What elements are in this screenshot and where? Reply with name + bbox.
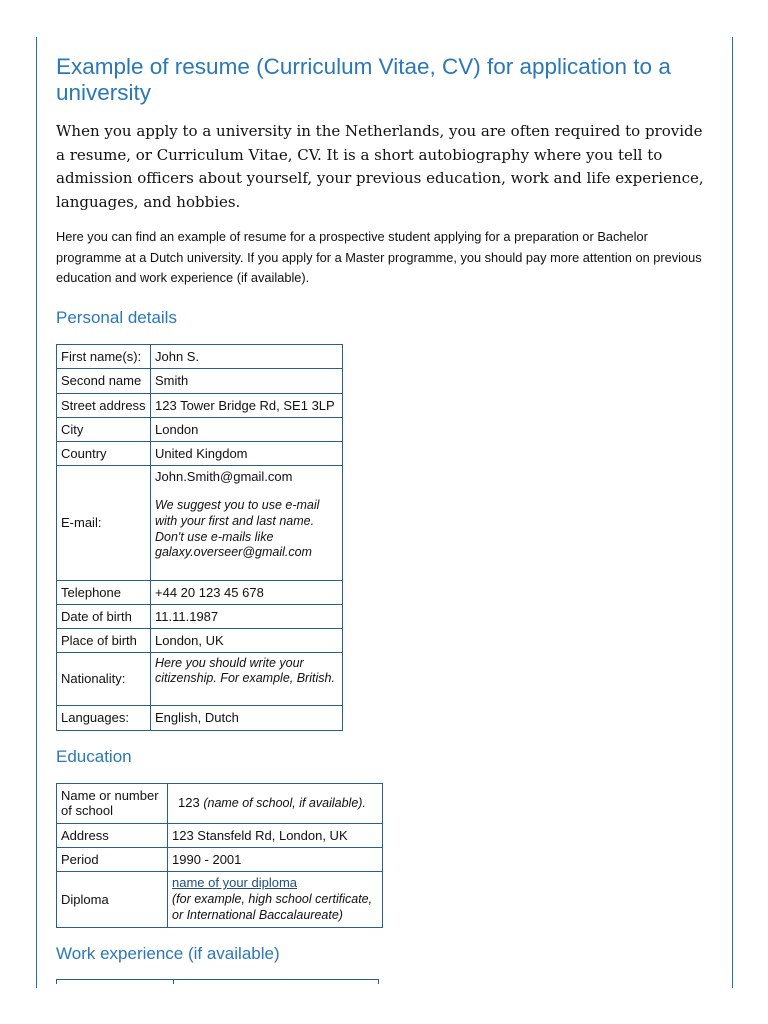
email-cell [151, 465, 343, 580]
article [56, 54, 706, 984]
street-address-value: 123 Tower Bridge Rd, SE1 3LP [151, 393, 343, 417]
telephone-label: Telephone [57, 580, 151, 604]
email-note: We suggest you to use e-mail with your first and last name. Don't use e-mails like galaxy.overseer@gmail.com [155, 498, 320, 560]
school-number: 123 [178, 795, 200, 811]
table-row [57, 604, 343, 628]
country-label: Country [57, 441, 151, 465]
table-row [57, 441, 343, 465]
school-address-value: 123 Stansfeld Rd, London, UK [168, 823, 383, 847]
languages-label: Languages: [57, 705, 151, 730]
diploma-note: (for example, high school certificate, or International Baccalaureate) [172, 891, 373, 923]
right-border-line [732, 37, 733, 988]
table-row [57, 871, 383, 927]
personal-details-heading: Personal details [56, 307, 177, 327]
first-name-label: First name(s): [57, 344, 151, 368]
table-row [57, 465, 343, 580]
second-name-label: Second name [57, 368, 151, 393]
email-label: E-mail: [57, 465, 151, 580]
table-row [57, 823, 383, 847]
table-row [57, 847, 383, 871]
period-label: Period [57, 847, 168, 871]
date-of-birth-value: 11.11.1987 [151, 604, 343, 628]
work-experience-table [56, 979, 379, 984]
second-name-value: Smith [151, 368, 343, 393]
work-experience-heading: Work experience (if available) [56, 943, 280, 963]
lead-paragraph: When you apply to a university in the Netherlands, you are often required to provide a resume, or Curriculum Vitae, CV. It is a short autobiography where you tell to admission officers about yourself, your previous education, work and life experience, languages, and hobbies. [56, 122, 704, 211]
personal-details-table [56, 344, 343, 731]
email-value: John.Smith@gmail.com [155, 468, 293, 484]
table-column-divider [173, 980, 174, 984]
nationality-cell [151, 652, 343, 705]
table-row [57, 652, 343, 705]
table-row [57, 628, 343, 652]
diploma-label: Diploma [57, 871, 168, 927]
place-of-birth-value: London, UK [151, 628, 343, 652]
table-row [57, 783, 383, 823]
table-row [57, 417, 343, 441]
page-title: Example of resume (Curriculum Vitae, CV) for application to a university [56, 54, 671, 105]
diploma-cell [168, 871, 383, 927]
city-value: London [151, 417, 343, 441]
table-row [57, 393, 343, 417]
languages-value: English, Dutch [151, 705, 343, 730]
city-label: City [57, 417, 151, 441]
school-address-label: Address [57, 823, 168, 847]
country-value: United Kingdom [151, 441, 343, 465]
school-cell [168, 783, 383, 823]
school-note: (name of school, if available). [203, 796, 366, 811]
table-row [57, 368, 343, 393]
nationality-note: Here you should write your citizenship. For example, British. [155, 655, 335, 686]
education-heading: Education [56, 746, 132, 766]
school-label: Name or number of school [57, 783, 168, 823]
education-table [56, 783, 383, 928]
date-of-birth-label: Date of birth [57, 604, 151, 628]
left-border-line [36, 37, 37, 988]
intro-note: Here you can find an example of resume for a prospective student applying for a preparation or Bachelor programme at a Dutch university. If you apply for a Master programme, you should pay more attention on previous education and work experience (if available). [56, 229, 702, 286]
table-row [57, 705, 343, 730]
table-row [57, 580, 343, 604]
period-value: 1990 - 2001 [168, 847, 383, 871]
nationality-label: Nationality: [57, 652, 151, 705]
diploma-link[interactable]: name of your diploma [172, 875, 298, 891]
table-row [57, 344, 343, 368]
street-address-label: Street address [57, 393, 151, 417]
place-of-birth-label: Place of birth [57, 628, 151, 652]
first-name-value: John S. [151, 344, 343, 368]
telephone-value: +44 20 123 45 678 [151, 580, 343, 604]
